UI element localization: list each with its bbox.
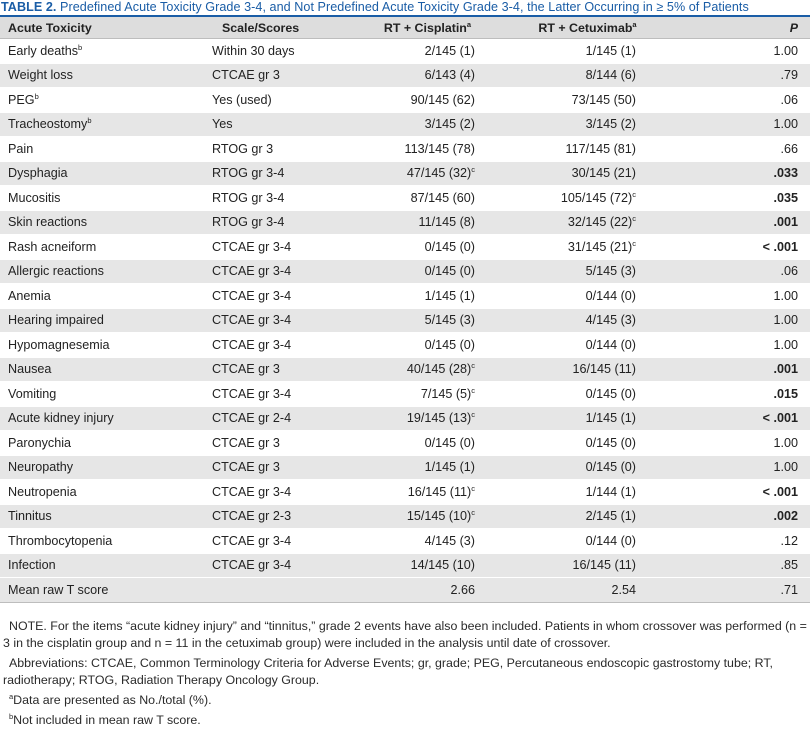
cetuximab-cell-value: 1/144 (1) [585, 484, 636, 499]
scale-cell [204, 39, 352, 64]
toxicity-cell [0, 235, 204, 260]
header-acute-toxicity: Acute Toxicity [0, 16, 204, 39]
toxicity-cell [0, 161, 204, 186]
footnote-marker: b [78, 42, 83, 52]
cetuximab-cell [503, 235, 672, 260]
cisplatin-cell-value: 0/145 (0) [424, 239, 475, 254]
scale-cell-value: RTOG gr 3 [212, 141, 274, 156]
p-value-cell-value: .06 [780, 92, 798, 107]
cetuximab-cell [503, 357, 672, 382]
p-value-cell [672, 259, 810, 284]
toxicity-cell-value: Allergic reactions [8, 264, 104, 279]
cisplatin-cell-value: 90/145 (62) [410, 92, 475, 107]
mean-scale-cell [204, 578, 352, 603]
cetuximab-cell [503, 504, 672, 529]
table-row [0, 504, 810, 529]
scale-cell-value: RTOG gr 3-4 [212, 166, 285, 181]
table-row [0, 480, 810, 505]
cetuximab-cell-value: 3/145 (2) [585, 117, 636, 132]
p-value-cell-value: .033 [773, 166, 798, 181]
toxicity-cell [0, 382, 204, 407]
table-row [0, 284, 810, 309]
table-body [0, 39, 810, 603]
cisplatin-cell [352, 210, 503, 235]
header-rt-cetuximab [503, 16, 672, 39]
table-row [0, 529, 810, 554]
mean-cisplatin-cell-value: 2.66 [450, 583, 475, 597]
cisplatin-cell-value: 2/145 (1) [424, 43, 475, 58]
toxicity-cell [0, 308, 204, 333]
table-row [0, 431, 810, 456]
footnote [3, 692, 810, 709]
cetuximab-cell-value: 31/145 (21) [567, 239, 633, 254]
cisplatin-cell-value: 47/145 (32) [406, 166, 472, 181]
cetuximab-cell-value: 4/145 (3) [585, 313, 636, 328]
header-rt-cisplatin [352, 16, 503, 39]
table-row [0, 137, 810, 162]
header-rt-cetuximab-footnote: a [632, 19, 637, 29]
cisplatin-cell [352, 235, 503, 260]
toxicity-cell [0, 259, 204, 284]
cetuximab-cell-value: 105/145 (72) [560, 190, 633, 205]
table-row [0, 308, 810, 333]
scale-cell [204, 504, 352, 529]
mean-score-row [0, 578, 810, 603]
cisplatin-cell [352, 406, 503, 431]
toxicity-cell [0, 137, 204, 162]
cisplatin-cell [352, 161, 503, 186]
cisplatin-cell [352, 137, 503, 162]
p-value-cell-value: .035 [773, 190, 798, 205]
toxicity-cell [0, 88, 204, 113]
scale-cell [204, 308, 352, 333]
cisplatin-cell-value: 0/145 (0) [424, 435, 475, 450]
cetuximab-cell [503, 161, 672, 186]
p-value-cell [672, 161, 810, 186]
table-notes [0, 603, 810, 729]
cisplatin-cell [352, 382, 503, 407]
p-value-cell [672, 284, 810, 309]
p-value-cell-value: .002 [773, 509, 798, 524]
toxicity-cell [0, 431, 204, 456]
mean-cetuximab-cell [503, 578, 672, 603]
mean-cisplatin-cell [352, 578, 503, 603]
p-value-cell [672, 235, 810, 260]
footnote-marker: c [471, 508, 475, 518]
cisplatin-cell [352, 504, 503, 529]
cisplatin-cell-value: 87/145 (60) [410, 190, 475, 205]
cisplatin-cell-value: 14/145 (10) [410, 558, 475, 573]
toxicity-cell [0, 210, 204, 235]
cisplatin-cell [352, 431, 503, 456]
table-row [0, 455, 810, 480]
footnote-marker: c [632, 214, 636, 224]
toxicity-cell-value: Mucositis [8, 190, 61, 205]
cetuximab-cell-value: 5/145 (3) [585, 264, 636, 279]
scale-cell-value: CTCAE gr 3 [212, 460, 280, 475]
toxicity-cell-value: Rash acneiform [8, 239, 97, 254]
scale-cell-value: CTCAE gr 3-4 [212, 239, 292, 254]
cetuximab-cell-value: 0/145 (0) [585, 386, 636, 401]
table-header [0, 16, 810, 39]
mean-label-cell [0, 578, 204, 603]
cisplatin-cell [352, 333, 503, 358]
mean-p-value-cell [672, 578, 810, 603]
cetuximab-cell-value: 16/145 (11) [572, 558, 636, 573]
p-value-cell [672, 504, 810, 529]
cisplatin-cell [352, 529, 503, 554]
footnote-marker: c [471, 361, 475, 371]
scale-cell-value: RTOG gr 3-4 [212, 190, 285, 205]
scale-cell-value: CTCAE gr 3-4 [212, 533, 292, 548]
cetuximab-cell [503, 308, 672, 333]
cetuximab-cell-value: 8/144 (6) [585, 68, 636, 83]
cisplatin-cell [352, 284, 503, 309]
p-value-cell-value: .06 [780, 264, 798, 279]
table-caption [0, 0, 810, 15]
toxicity-cell [0, 39, 204, 64]
scale-cell [204, 210, 352, 235]
cetuximab-cell-value: 1/145 (1) [585, 43, 636, 58]
p-value-cell [672, 210, 810, 235]
footnotes [3, 692, 810, 729]
cetuximab-cell-value: 0/145 (0) [585, 435, 636, 450]
table-row [0, 235, 810, 260]
p-value-cell [672, 357, 810, 382]
scale-cell-value: CTCAE gr 3 [212, 435, 280, 450]
cetuximab-cell-value: 30/145 (21) [571, 166, 636, 181]
p-value-cell [672, 63, 810, 88]
scale-cell [204, 480, 352, 505]
footnote-marker: c [471, 165, 475, 175]
scale-cell [204, 161, 352, 186]
cetuximab-cell [503, 39, 672, 64]
header-rt-cetuximab-label: RT + Cetuximab [538, 20, 633, 35]
header-scale-scores: Scale/Scores [204, 16, 352, 39]
footnote-marker: b [87, 116, 92, 126]
toxicity-cell-value: Early deaths [8, 43, 79, 58]
cisplatin-cell [352, 308, 503, 333]
toxicity-cell [0, 112, 204, 137]
cisplatin-cell-value: 40/145 (28) [406, 362, 472, 377]
cisplatin-cell [352, 259, 503, 284]
toxicity-cell-value: Infection [8, 558, 56, 573]
table-row [0, 112, 810, 137]
toxicity-cell [0, 63, 204, 88]
cisplatin-cell-value: 19/145 (13) [406, 411, 472, 426]
mean-cetuximab-cell-value: 2.54 [611, 583, 636, 597]
abbreviations-text: Abbreviations: CTCAE, Common Terminology Criteria for Adverse Events; gr, grade; PEG, Percutaneous endoscopic gastrostomy tube; RT, radiotherapy; RTOG, Radiation Therapy Oncology Group. [3, 656, 773, 687]
p-value-cell-value: < .001 [762, 484, 798, 499]
scale-cell-value: CTCAE gr 3-4 [212, 288, 292, 303]
scale-cell-value: CTCAE gr 3 [212, 68, 280, 83]
cetuximab-cell [503, 63, 672, 88]
toxicity-cell-value: Tinnitus [8, 509, 52, 524]
cetuximab-cell [503, 431, 672, 456]
cetuximab-cell-value: 0/144 (0) [585, 288, 636, 303]
table-row [0, 357, 810, 382]
toxicity-cell-value: Hypomagnesemia [8, 337, 110, 352]
cetuximab-cell [503, 333, 672, 358]
toxicity-cell [0, 406, 204, 431]
table-row [0, 210, 810, 235]
cetuximab-cell [503, 112, 672, 137]
scale-cell [204, 553, 352, 578]
p-value-cell-value: < .001 [762, 239, 798, 254]
scale-cell-value: CTCAE gr 3-4 [212, 337, 292, 352]
p-value-cell [672, 137, 810, 162]
scale-cell-value: Within 30 days [212, 43, 295, 58]
scale-cell-value: CTCAE gr 2-3 [212, 509, 292, 524]
cetuximab-cell [503, 284, 672, 309]
toxicity-cell-value: PEG [8, 92, 35, 107]
table-row [0, 39, 810, 64]
footnote-mark: b [9, 712, 14, 721]
toxicity-cell-value: Hearing impaired [8, 313, 104, 328]
p-value-cell-value: .001 [773, 215, 798, 230]
cetuximab-cell-value: 0/144 (0) [585, 337, 636, 352]
cisplatin-cell-value: 16/145 (11) [407, 484, 472, 499]
scale-cell-value: CTCAE gr 3-4 [212, 386, 292, 401]
p-value-cell [672, 186, 810, 211]
p-value-cell-value: 1.00 [773, 460, 798, 475]
cisplatin-cell-value: 6/143 (4) [424, 68, 475, 83]
cisplatin-cell [352, 186, 503, 211]
scale-cell-value: RTOG gr 3-4 [212, 215, 285, 230]
p-value-cell-value: 1.00 [773, 288, 798, 303]
cisplatin-cell-value: 0/145 (0) [424, 264, 475, 279]
header-row [0, 16, 810, 39]
p-value-cell [672, 88, 810, 113]
cetuximab-cell-value: 117/145 (81) [565, 141, 636, 156]
toxicity-cell [0, 333, 204, 358]
toxicity-cell [0, 357, 204, 382]
p-value-cell [672, 553, 810, 578]
cetuximab-cell [503, 88, 672, 113]
mean-p-value-cell-value: .71 [780, 583, 798, 597]
cetuximab-cell [503, 137, 672, 162]
toxicity-cell-value: Pain [8, 141, 34, 156]
p-value-cell [672, 529, 810, 554]
toxicity-cell-value: Neuropathy [8, 460, 74, 475]
p-value-cell [672, 455, 810, 480]
mean-label-cell-value: Mean raw T score [8, 583, 109, 597]
p-value-cell-value: 1.00 [773, 313, 798, 328]
header-rt-cisplatin-label: RT + Cisplatin [383, 20, 467, 35]
cetuximab-cell-value: 16/145 (11) [572, 362, 636, 377]
scale-cell [204, 186, 352, 211]
cisplatin-cell [352, 63, 503, 88]
scale-cell [204, 333, 352, 358]
toxicity-cell-value: Acute kidney injury [8, 411, 114, 426]
scale-cell-value: Yes (used) [212, 92, 272, 107]
cetuximab-cell-value: 32/145 (22) [567, 215, 633, 230]
p-value-cell-value: .12 [780, 533, 798, 548]
table-title: Predefined Acute Toxicity Grade 3-4, and Not Predefined Acute Toxicity Grade 3-4, the Latter Occurring in ≥ 5% of Patients [60, 0, 749, 14]
cetuximab-cell [503, 186, 672, 211]
table-row [0, 161, 810, 186]
cetuximab-cell [503, 406, 672, 431]
cisplatin-cell-value: 1/145 (1) [424, 460, 475, 475]
cetuximab-cell [503, 455, 672, 480]
p-value-cell-value: .79 [780, 68, 798, 83]
scale-cell-value: Yes [212, 117, 233, 132]
cisplatin-cell [352, 553, 503, 578]
cisplatin-cell [352, 357, 503, 382]
header-rt-cisplatin-footnote: a [466, 19, 472, 29]
scale-cell [204, 382, 352, 407]
scale-cell-value: CTCAE gr 3 [212, 362, 280, 377]
p-value-cell [672, 431, 810, 456]
p-value-cell-value: .001 [773, 362, 798, 377]
toxicity-cell [0, 186, 204, 211]
scale-cell [204, 63, 352, 88]
p-value-cell-value: 1.00 [773, 337, 798, 352]
toxicity-cell-value: Paronychia [8, 435, 72, 450]
table-row [0, 553, 810, 578]
p-value-cell [672, 308, 810, 333]
p-value-cell [672, 333, 810, 358]
p-value-cell-value: < .001 [762, 411, 798, 426]
cisplatin-cell-value: 5/145 (3) [424, 313, 475, 328]
cetuximab-cell-value: 73/145 (50) [571, 92, 636, 107]
footnote-mark: a [9, 692, 14, 701]
p-value-cell-value: 1.00 [773, 43, 798, 58]
cisplatin-cell [352, 112, 503, 137]
cetuximab-cell [503, 382, 672, 407]
footnote-text: Data are presented as No./total (%). [13, 693, 212, 707]
p-value-cell-value: .015 [773, 386, 798, 401]
cetuximab-cell-value: 2/145 (1) [585, 509, 636, 524]
table-label: TABLE 2. [1, 0, 57, 14]
scale-cell [204, 455, 352, 480]
cetuximab-cell [503, 529, 672, 554]
footnote-marker: c [632, 189, 636, 199]
cisplatin-cell [352, 480, 503, 505]
toxicity-cell-value: Vomiting [8, 386, 57, 401]
toxicity-cell [0, 553, 204, 578]
p-value-cell-value: 1.00 [773, 435, 798, 450]
table-row [0, 382, 810, 407]
scale-cell-value: CTCAE gr 3-4 [212, 313, 292, 328]
p-value-cell [672, 382, 810, 407]
cisplatin-cell-value: 11/145 (8) [418, 215, 475, 230]
toxicity-cell-value: Skin reactions [8, 215, 88, 230]
toxicity-cell-value: Nausea [8, 362, 52, 377]
cetuximab-cell [503, 210, 672, 235]
cisplatin-cell-value: 3/145 (2) [424, 117, 475, 132]
toxicity-table [0, 15, 810, 603]
cisplatin-cell [352, 455, 503, 480]
scale-cell [204, 88, 352, 113]
cisplatin-cell-value: 0/145 (0) [424, 337, 475, 352]
scale-cell-value: CTCAE gr 2-4 [212, 411, 292, 426]
toxicity-cell [0, 504, 204, 529]
footnote [3, 712, 810, 729]
scale-cell [204, 112, 352, 137]
cetuximab-cell-value: 1/145 (1) [585, 411, 636, 426]
footnote-marker: b [34, 91, 39, 101]
cetuximab-cell [503, 553, 672, 578]
scale-cell [204, 431, 352, 456]
toxicity-cell-value: Neutropenia [8, 484, 77, 499]
p-value-cell-value: 1.00 [773, 117, 798, 132]
header-p-value: P [672, 16, 810, 39]
toxicity-cell [0, 284, 204, 309]
table-row [0, 186, 810, 211]
table-row [0, 406, 810, 431]
scale-cell [204, 235, 352, 260]
scale-cell-value: CTCAE gr 3-4 [212, 484, 292, 499]
scale-cell-value: CTCAE gr 3-4 [212, 264, 292, 279]
footnote-marker: c [471, 385, 475, 395]
toxicity-cell-value: Weight loss [8, 68, 73, 83]
p-value-cell-value: .66 [780, 141, 798, 156]
cisplatin-cell-value: 15/145 (10) [406, 509, 472, 524]
footnote-text: Not included in mean raw T score. [13, 713, 201, 727]
p-value-cell-value: .85 [780, 558, 798, 573]
toxicity-cell-value: Anemia [8, 288, 51, 303]
cisplatin-cell-value: 7/145 (5) [420, 386, 472, 401]
table-row [0, 88, 810, 113]
p-value-cell [672, 406, 810, 431]
scale-cell [204, 406, 352, 431]
cetuximab-cell-value: 0/144 (0) [585, 533, 636, 548]
p-value-cell [672, 112, 810, 137]
table-row [0, 259, 810, 284]
toxicity-cell-value: Thrombocytopenia [8, 533, 113, 548]
toxicity-cell [0, 529, 204, 554]
cisplatin-cell [352, 39, 503, 64]
footnote-marker: c [471, 410, 475, 420]
scale-cell-value: CTCAE gr 3-4 [212, 558, 292, 573]
cetuximab-cell [503, 480, 672, 505]
cetuximab-cell-value: 0/145 (0) [585, 460, 636, 475]
table-row [0, 333, 810, 358]
cisplatin-cell-value: 113/145 (78) [404, 141, 475, 156]
toxicity-cell-value: Tracheostomy [8, 117, 88, 132]
toxicity-cell [0, 480, 204, 505]
scale-cell [204, 259, 352, 284]
cetuximab-cell [503, 259, 672, 284]
cisplatin-cell [352, 88, 503, 113]
toxicity-cell [0, 455, 204, 480]
p-value-cell [672, 480, 810, 505]
scale-cell [204, 284, 352, 309]
toxicity-cell-value: Dysphagia [8, 166, 68, 181]
footnote-marker: c [632, 238, 636, 248]
table-row [0, 63, 810, 88]
scale-cell [204, 529, 352, 554]
footnote-marker: c [471, 483, 475, 493]
scale-cell [204, 137, 352, 162]
cisplatin-cell-value: 4/145 (3) [424, 533, 475, 548]
cisplatin-cell-value: 1/145 (1) [424, 288, 475, 303]
p-value-cell [672, 39, 810, 64]
scale-cell [204, 357, 352, 382]
note-text: NOTE. For the items “acute kidney injury” and “tinnitus,” grade 2 events have also been included. Patients in whom crossover was performed (n = 3 in the cisplatin group and n = 11 in the cetuximab group) were included in the analysis until date of crossover. [3, 619, 807, 650]
